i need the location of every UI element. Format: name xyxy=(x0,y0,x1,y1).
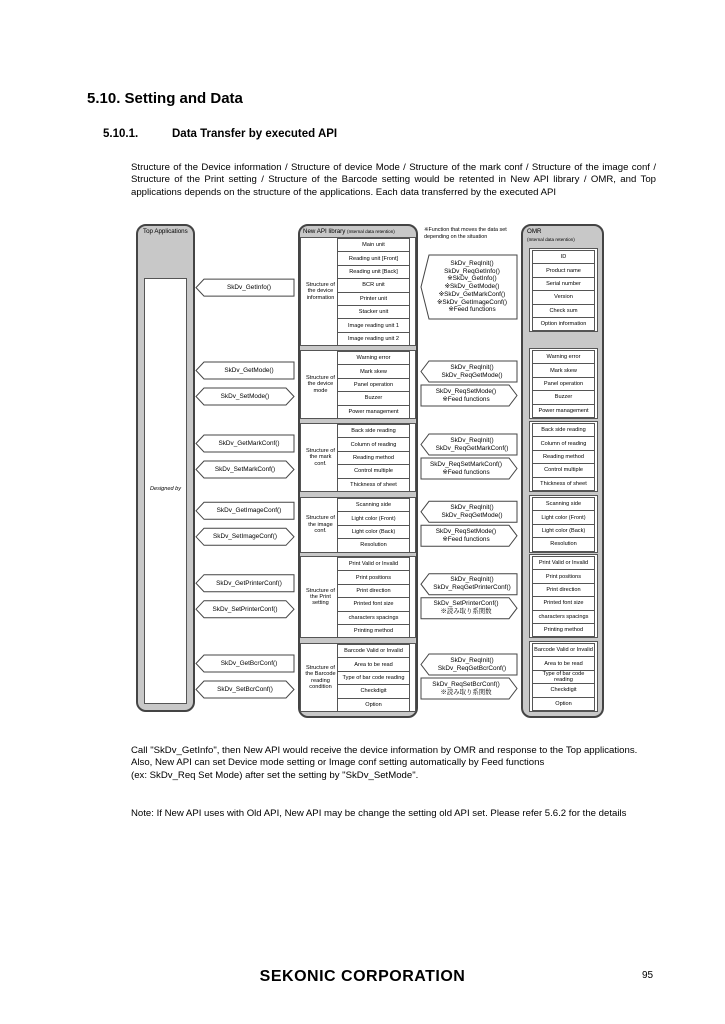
omr-field: Warning error xyxy=(532,350,595,364)
request-line: SkDv_ReqGetMarkConf() xyxy=(435,444,509,452)
omr-field: Printed font size xyxy=(532,596,595,610)
library-field: Printing method xyxy=(337,624,410,638)
request-line: ※SkDv_GetMarkConf() xyxy=(438,290,506,298)
omr-field: Panel operation xyxy=(532,377,595,391)
request-get-text xyxy=(427,434,517,455)
omr-field: Reading method xyxy=(532,450,595,464)
omr-field: Light color (Front) xyxy=(532,510,595,524)
request-get-text xyxy=(427,361,517,382)
call-paragraph: Call "SkDv_GetInfo", then New API would receive the device information by OMR and response to the Top applications. Also, New API can set Device mode setting or Image conf setting automatically by Feed functions (ex: SkDv_Req Set Mode) after set the setting by "SkDv_SetMode". xyxy=(131,745,638,781)
library-field: Area to be read xyxy=(337,657,410,671)
request-line: SkDv_ReqInit() xyxy=(450,260,494,268)
library-field: BCR unit xyxy=(337,278,410,292)
request-line: SkDv_ReqInit() xyxy=(450,576,494,584)
library-field: Power management xyxy=(337,405,410,419)
function-note: ※Function that moves the data set depending on the situation xyxy=(424,227,507,240)
request-get-text xyxy=(427,654,517,675)
omr-field: Serial number xyxy=(532,277,595,291)
omr-field: characters spacings xyxy=(532,610,595,624)
omr-field: Check sum xyxy=(532,304,595,318)
request-line: ※読み取り系関数 xyxy=(440,688,492,696)
request-line: SkDv_ReqGetMode() xyxy=(441,371,503,379)
library-field: Printed font size xyxy=(337,597,410,611)
omr-field: Resolution xyxy=(532,537,595,551)
library-field: characters spacings xyxy=(337,611,410,625)
omr-field: Type of bar code reading xyxy=(532,670,595,684)
omr-field: Back side reading xyxy=(532,423,595,437)
request-line: SkDv_ReqGetBcrConf() xyxy=(437,664,507,672)
api-set-label: SkDv_SetMode() xyxy=(220,393,270,400)
omr-note: (Internal data retention) xyxy=(527,236,575,242)
library-field: Barcode Valid or Invalid xyxy=(337,644,410,658)
omr-field: Barcode Valid or Invalid xyxy=(532,643,595,657)
request-line: ※SkDv_GetImageConf() xyxy=(437,298,507,306)
structure-label: Structure of the device mode xyxy=(306,375,335,394)
request-line: SkDv_ReqSetMode() xyxy=(435,387,497,395)
api-set-label: SkDv_SetMarkConf() xyxy=(214,466,276,473)
library-field: Reading method xyxy=(337,451,410,465)
library-field: Control multiple xyxy=(337,464,410,478)
request-get-text xyxy=(427,501,517,522)
note-paragraph: Note: If New API uses with Old API, New API may be change the setting old API set. Please refer 5.6.2 for the details xyxy=(131,808,627,819)
structure-label: Structure of the image conf. xyxy=(306,515,335,534)
library-field: Buzzer xyxy=(337,391,410,405)
intro-paragraph: Structure of the Device information / Structure of device Mode / Structure of the mark conf / Structure of the image conf / Structure of the Print setting / Structure of the Barcode setting would be retented in New API library / OMR, and Top applications depends on the structure of the applications. Each data transferred by the executed API xyxy=(131,162,656,198)
api-get-label: SkDv_GetPrinterConf() xyxy=(216,579,282,587)
omr-field: Light color (Back) xyxy=(532,524,595,538)
library-field: Panel operation xyxy=(337,378,410,392)
request-line: SkDv_ReqSetMode() xyxy=(435,528,497,536)
omr-field: Print direction xyxy=(532,583,595,597)
section-title: 5.10. Setting and Data xyxy=(87,90,243,107)
request-line: ※SkDv_GetInfo() xyxy=(447,275,497,283)
library-field: Print positions xyxy=(337,570,410,584)
library-field: Light color (Front) xyxy=(337,511,410,525)
request-line: ※Feed functions xyxy=(442,468,490,476)
omr-field: Mark skew xyxy=(532,363,595,377)
api-get-label: SkDv_GetMarkConf() xyxy=(218,440,280,447)
request-line: SkDv_ReqGetInfo() xyxy=(444,267,500,275)
request-set-text xyxy=(421,525,511,546)
omr-field: Power management xyxy=(532,404,595,418)
request-line: ※読み取り系関数 xyxy=(440,608,492,616)
omr-field: Print Valid or Invalid xyxy=(532,556,595,570)
library-field: Main unit xyxy=(337,238,410,252)
request-line: ※Feed functions xyxy=(442,535,490,543)
request-line: SkDv_ReqInit() xyxy=(450,656,494,664)
designed-by-label: Designed by xyxy=(149,485,182,492)
omr-field: ID xyxy=(532,250,595,264)
library-field: Thickness of sheet xyxy=(337,478,410,492)
omr-field: Printing method xyxy=(532,623,595,637)
request-line: SkDv_ReqInit() xyxy=(450,363,494,371)
omr-field: Thickness of sheet xyxy=(532,477,595,491)
structure-label: Structure of the mark conf. xyxy=(306,448,335,467)
request-line: SkDv_ReqGetPrinterConf() xyxy=(433,584,511,592)
library-field: Back side reading xyxy=(337,424,410,438)
page-number: 95 xyxy=(642,970,654,981)
library-field: Reading unit [Front] xyxy=(337,251,410,265)
request-get-text xyxy=(427,574,517,595)
request-line: SkDv_ReqGetMode() xyxy=(441,511,503,519)
omr-field: Scanning side xyxy=(532,497,595,511)
library-field: Type of bar code reading xyxy=(337,671,410,685)
footer-company: SEKONIC CORPORATION xyxy=(259,968,466,985)
library-field: Light color (Back) xyxy=(337,525,410,539)
request-set-text xyxy=(421,678,511,699)
omr-title-text: OMR xyxy=(527,228,542,235)
omr-field: Area to be read xyxy=(532,656,595,670)
api-get-label: SkDv_GetMode() xyxy=(224,367,274,374)
omr-field: Print positions xyxy=(532,569,595,583)
omr-field: Buzzer xyxy=(532,390,595,404)
omr-field: Product name xyxy=(532,263,595,277)
subsection-number: 5.10.1. xyxy=(103,128,139,140)
library-note: (Internal data retention) xyxy=(347,229,395,234)
library-field: Mark skew xyxy=(337,364,410,378)
request-line: ※Feed functions xyxy=(442,395,490,403)
request-line: SkDv_ReqSetBcrConf() xyxy=(432,680,500,688)
library-field: Warning error xyxy=(337,351,410,365)
library-field: Resolution xyxy=(337,538,410,552)
request-line: ※SkDv_GetMode() xyxy=(444,283,500,291)
omr-field: Checkdigit xyxy=(532,683,595,697)
request-set-text xyxy=(421,458,511,479)
omr-field: Column of reading xyxy=(532,436,595,450)
library-field: Checkdigit xyxy=(337,684,410,698)
structure-label: Structure of the device information xyxy=(306,282,335,301)
library-field: Image reading unit 2 xyxy=(337,332,410,346)
library-field: Image reading unit 1 xyxy=(337,318,410,332)
api-call-label: SkDv_GetInfo() xyxy=(226,284,272,292)
request-set-text xyxy=(421,598,511,619)
api-set-label: SkDv_SetImageConf() xyxy=(213,533,277,541)
api-get-label: SkDv_GetImageConf() xyxy=(216,507,282,515)
library-field: Print direction xyxy=(337,584,410,598)
library-field: Column of reading xyxy=(337,437,410,451)
top-applications-title: Top Applications xyxy=(143,228,188,235)
library-field: Scanning side xyxy=(337,498,410,512)
request-line: SkDv_ReqInit() xyxy=(450,504,494,512)
request-line: SkDv_SetPrinterConf() xyxy=(433,600,499,608)
request-get-text xyxy=(427,255,517,319)
request-line: SkDv_ReqSetMarkConf() xyxy=(429,460,503,468)
library-field: Print Valid or Invalid xyxy=(337,557,410,571)
omr-field: Version xyxy=(532,290,595,304)
request-set-text xyxy=(421,385,511,406)
library-field: Option xyxy=(337,698,410,712)
library-title-text: New API library xyxy=(303,228,346,235)
request-line: SkDv_ReqInit() xyxy=(450,436,494,444)
structure-label: Structure of the Print setting xyxy=(306,587,335,607)
library-field: Printer unit xyxy=(337,292,410,306)
api-set-label: SkDv_SetBcrConf() xyxy=(217,686,273,693)
library-field: Reading unit [Back] xyxy=(337,265,410,279)
api-set-label: SkDv_SetPrinterConf() xyxy=(212,605,278,613)
omr-field: Option xyxy=(532,697,595,711)
subsection-title: Data Transfer by executed API xyxy=(172,128,338,140)
omr-field: Option information xyxy=(532,317,595,331)
omr-field: Control multiple xyxy=(532,463,595,477)
request-line: ※Feed functions xyxy=(448,306,496,314)
structure-label: Structure of the Barcode reading condition xyxy=(305,664,336,690)
api-get-label: SkDv_GetBcrConf() xyxy=(220,660,278,667)
library-field: Stacker unit xyxy=(337,305,410,319)
